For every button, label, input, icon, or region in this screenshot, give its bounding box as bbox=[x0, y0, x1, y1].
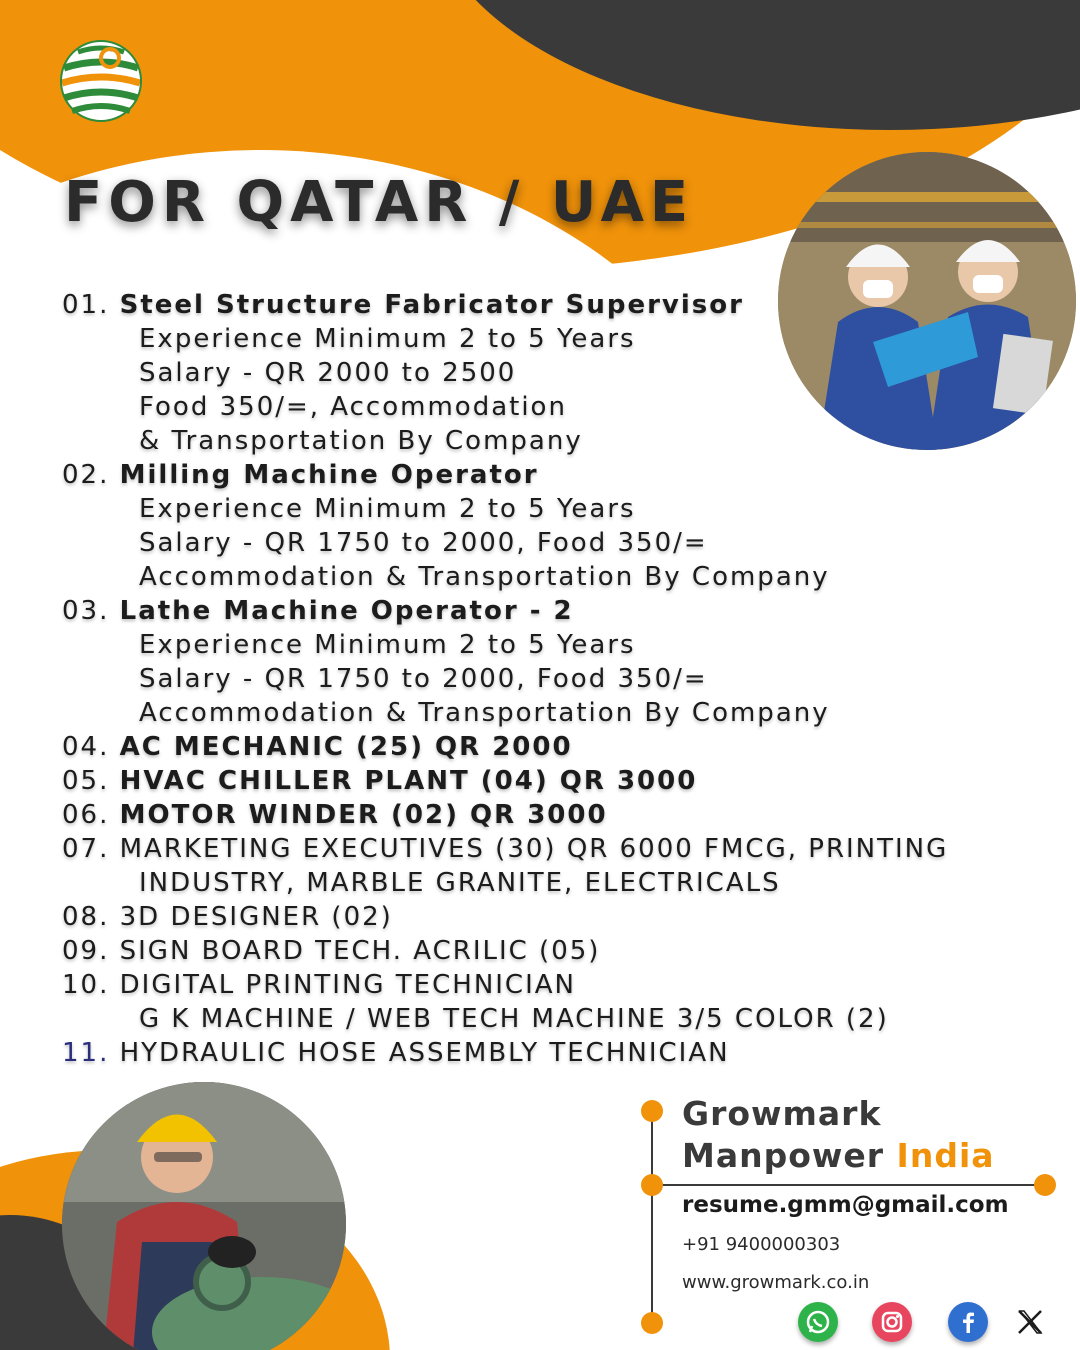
job-number: 03. bbox=[62, 596, 110, 626]
job-detail: Accommodation & Transportation By Company bbox=[139, 562, 830, 592]
job-title: 3D DESIGNER (02) bbox=[119, 902, 393, 932]
company-name-accent: India bbox=[896, 1136, 995, 1175]
job-detail: & Transportation By Company bbox=[139, 426, 583, 456]
job-title: HYDRAULIC HOSE ASSEMBLY TECHNICIAN bbox=[119, 1038, 730, 1068]
job-title: DIGITAL PRINTING TECHNICIAN bbox=[119, 970, 576, 1000]
job-list bbox=[62, 288, 1062, 1070]
email-link[interactable]: resume.gmm@gmail.com bbox=[682, 1192, 1009, 1218]
instagram-icon[interactable] bbox=[872, 1302, 912, 1342]
job-item bbox=[62, 594, 1062, 628]
job-title: Steel Structure Fabricator Supervisor bbox=[119, 290, 744, 320]
divider-line bbox=[650, 1184, 1046, 1186]
job-item bbox=[62, 798, 1062, 832]
job-item bbox=[62, 458, 1062, 492]
job-number: 11. bbox=[62, 1038, 110, 1068]
globe-logo-icon bbox=[58, 38, 144, 124]
job-item bbox=[62, 1036, 1062, 1070]
page-title: FOR QATAR / UAE bbox=[64, 170, 695, 235]
job-detail: Experience Minimum 2 to 5 Years bbox=[139, 324, 636, 354]
mechanic-photo bbox=[62, 1082, 346, 1350]
x-icon[interactable] bbox=[1010, 1302, 1050, 1342]
timeline-dot bbox=[641, 1174, 663, 1196]
job-number: 05. bbox=[62, 766, 110, 796]
company-name-word: Manpower bbox=[682, 1136, 885, 1175]
job-number: 06. bbox=[62, 800, 110, 830]
job-detail: Food 350/=, Accommodation bbox=[139, 392, 567, 422]
company-name-line1: Growmark bbox=[682, 1094, 882, 1133]
job-item bbox=[62, 832, 1062, 866]
job-item bbox=[62, 968, 1062, 1002]
job-detail: Experience Minimum 2 to 5 Years bbox=[139, 494, 636, 524]
job-item bbox=[62, 730, 1062, 764]
job-detail: G K MACHINE / WEB TECH MACHINE 3/5 COLOR (2) bbox=[139, 1004, 889, 1034]
company-name-line2 bbox=[682, 1136, 995, 1175]
job-title: SIGN BOARD TECH. ACRILIC (05) bbox=[119, 936, 601, 966]
contact-panel bbox=[630, 1090, 1070, 1350]
job-title: MOTOR WINDER (02) QR 3000 bbox=[119, 800, 608, 830]
timeline-line bbox=[651, 1110, 653, 1325]
job-number: 10. bbox=[62, 970, 110, 1000]
job-title: Milling Machine Operator bbox=[119, 460, 539, 490]
job-number: 08. bbox=[62, 902, 110, 932]
job-title: AC MECHANIC (25) QR 2000 bbox=[119, 732, 573, 762]
job-number: 09. bbox=[62, 936, 110, 966]
phone-number[interactable]: +91 9400000303 bbox=[682, 1234, 841, 1255]
job-detail: Experience Minimum 2 to 5 Years bbox=[139, 630, 636, 660]
job-detail: Salary - QR 1750 to 2000, Food 350/= bbox=[139, 528, 708, 558]
mechanic-illustration bbox=[62, 1082, 346, 1350]
job-number: 01. bbox=[62, 290, 110, 320]
timeline-dot bbox=[641, 1100, 663, 1122]
timeline-dot bbox=[641, 1312, 663, 1334]
job-number: 07. bbox=[62, 834, 110, 864]
facebook-icon[interactable] bbox=[948, 1302, 988, 1342]
timeline-dot bbox=[1034, 1174, 1056, 1196]
job-detail: INDUSTRY, MARBLE GRANITE, ELECTRICALS bbox=[139, 868, 781, 898]
job-detail: Salary - QR 2000 to 2500 bbox=[139, 358, 517, 388]
job-item bbox=[62, 934, 1062, 968]
job-title: MARKETING EXECUTIVES (30) QR 6000 FMCG, PRINTING bbox=[119, 834, 949, 864]
job-detail: Accommodation & Transportation By Company bbox=[139, 698, 830, 728]
job-item bbox=[62, 288, 1062, 322]
job-number: 02. bbox=[62, 460, 110, 490]
website-link[interactable]: www.growmark.co.in bbox=[682, 1272, 870, 1293]
job-item bbox=[62, 900, 1062, 934]
job-number: 04. bbox=[62, 732, 110, 762]
job-item bbox=[62, 764, 1062, 798]
job-detail: Salary - QR 1750 to 2000, Food 350/= bbox=[139, 664, 708, 694]
job-title: Lathe Machine Operator - 2 bbox=[119, 596, 574, 626]
whatsapp-icon[interactable] bbox=[798, 1302, 838, 1342]
job-title: HVAC CHILLER PLANT (04) QR 3000 bbox=[119, 766, 698, 796]
